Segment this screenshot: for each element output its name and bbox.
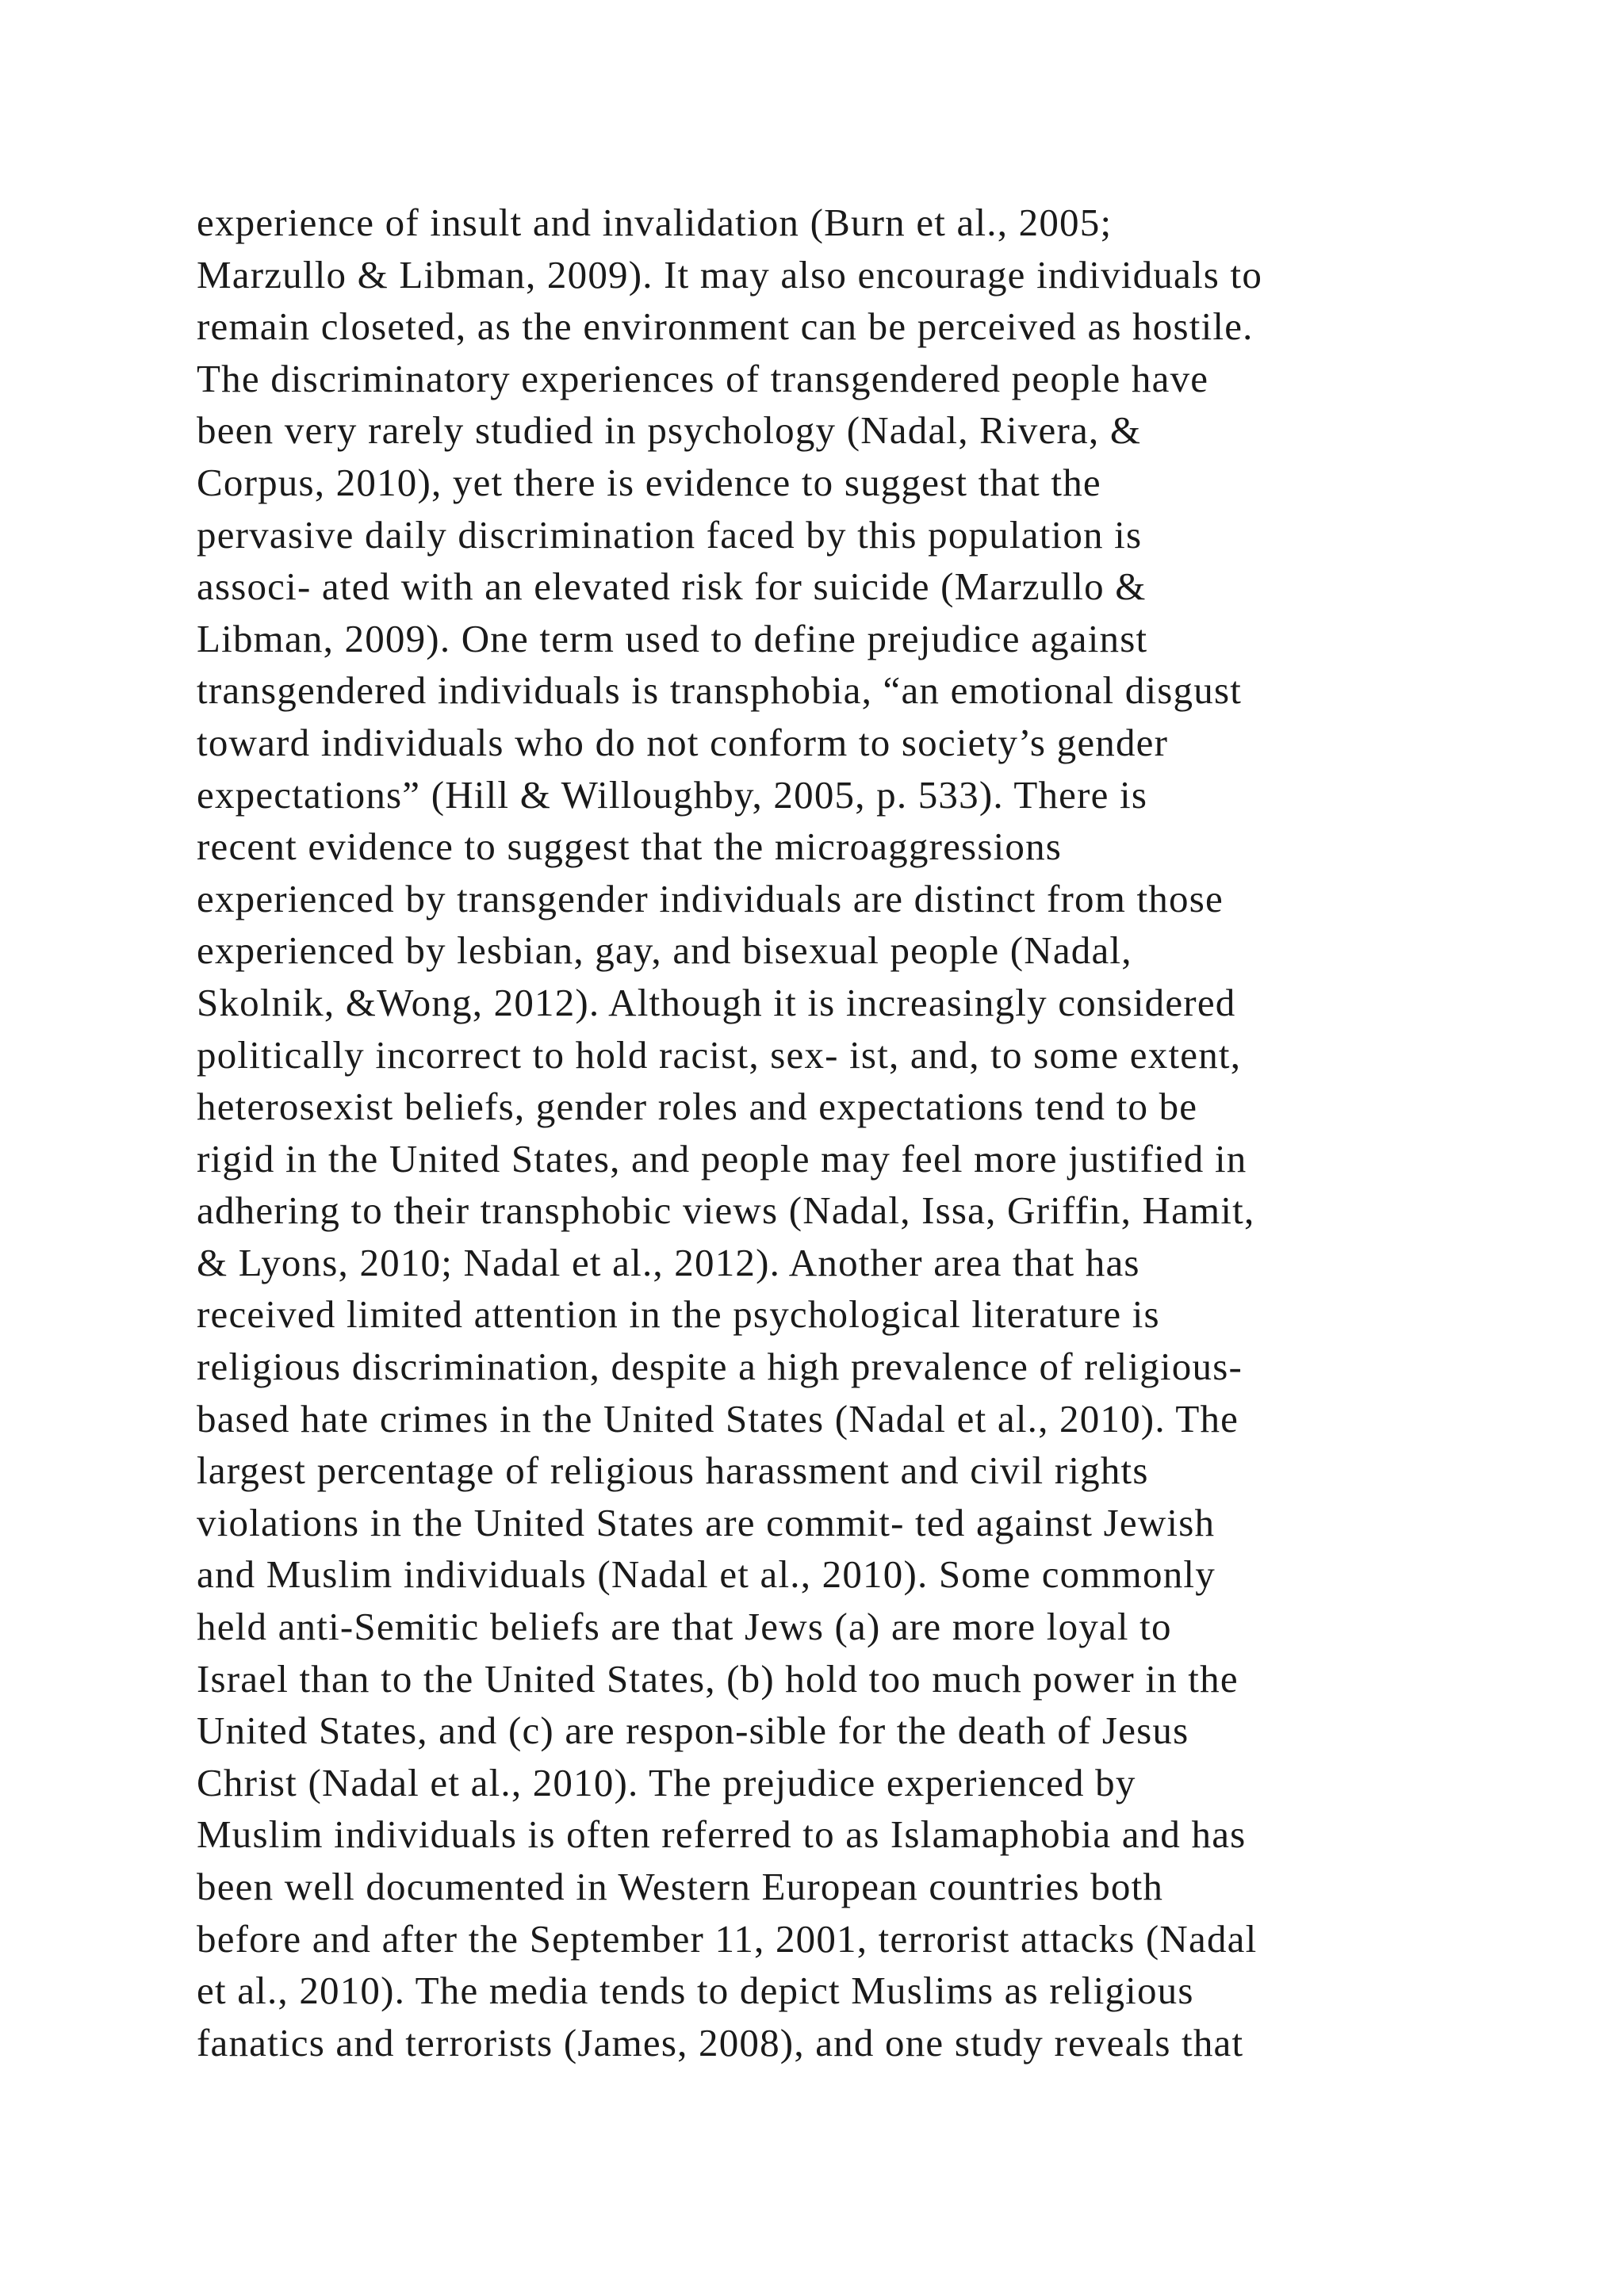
text-line: associ- ated with an elevated risk for suicide (Marzullo & [197, 564, 1147, 609]
text-line: & Lyons, 2010; Nadal et al., 2012). Another area that has [197, 1240, 1140, 1284]
text-line: experienced by lesbian, gay, and bisexual people (Nadal, [197, 928, 1132, 973]
text-line: held anti-Semitic beliefs are that Jews (a) are more loyal to [197, 1605, 1172, 1649]
text-line: Corpus, 2010), yet there is evidence to suggest that the [197, 460, 1101, 504]
text-line: adhering to their transphobic views (Nadal, Issa, Griffin, Hamit, [197, 1188, 1255, 1233]
text-line: been very rarely studied in psychology (Nadal, Rivera, & [197, 408, 1142, 453]
text-line: and Muslim individuals (Nadal et al., 2010). Some commonly [197, 1552, 1216, 1597]
text-line: recent evidence to suggest that the microaggressions [197, 825, 1063, 869]
text-line: religious discrimination, despite a high prevalence of religious- [197, 1345, 1243, 1389]
text-line: expectations” (Hill & Willoughby, 2005, p. 533). There is [197, 772, 1148, 817]
text-line: before and after the September 11, 2001, terrorist attacks (Nadal [197, 1916, 1258, 1961]
text-line: rigid in the United States, and people may feel more justified in [197, 1136, 1247, 1181]
text-line: United States, and (c) are respon-sible for the death of Jesus [197, 1709, 1189, 1753]
body-text [197, 197, 1450, 2068]
text-line: pervasive daily discrimination faced by this population is [197, 512, 1143, 557]
text-line: fanatics and terrorists (James, 2008), and one study reveals that [197, 2020, 1244, 2064]
text-line: remain closeted, as the environment can be perceived as hostile. [197, 304, 1254, 349]
text-line: Libman, 2009). One term used to define prejudice against [197, 616, 1148, 660]
text-line: Marzullo & Libman, 2009). It may also encourage individuals to [197, 252, 1263, 297]
text-line: Skolnik, &Wong, 2012). Although it is increasingly considered [197, 980, 1236, 1024]
text-line: Muslim individuals is often referred to as Islamaphobia and has [197, 1812, 1247, 1857]
text-line: Christ (Nadal et al., 2010). The prejudice experienced by [197, 1760, 1136, 1804]
text-line: largest percentage of religious harassment and civil rights [197, 1448, 1149, 1493]
text-line: experience of insult and invalidation (Burn et al., 2005; [197, 201, 1113, 244]
text-line: Israel than to the United States, (b) hold too much power in the [197, 1656, 1239, 1701]
text-line: violations in the United States are commit- ted against Jewish [197, 1500, 1216, 1544]
text-line: toward individuals who do not conform to society’s gender [197, 720, 1169, 764]
text-line: politically incorrect to hold racist, sex- ist, and, to some extent, [197, 1032, 1242, 1077]
text-line: heterosexist beliefs, gender roles and expectations tend to be [197, 1085, 1198, 1129]
text-line: been well documented in Western European countries both [197, 1865, 1164, 1908]
text-line: transgendered individuals is transphobia, “an emotional disgust [197, 668, 1243, 713]
text-line: The discriminatory experiences of transgendered people have [197, 356, 1209, 400]
text-line: experienced by transgender individuals are distinct from those [197, 876, 1224, 920]
text-line: et al., 2010). The media tends to depict Muslims as religious [197, 1969, 1194, 2013]
text-line: received limited attention in the psychological literature is [197, 1292, 1160, 1337]
text-line: based hate crimes in the United States (Nadal et al., 2010). The [197, 1396, 1239, 1441]
